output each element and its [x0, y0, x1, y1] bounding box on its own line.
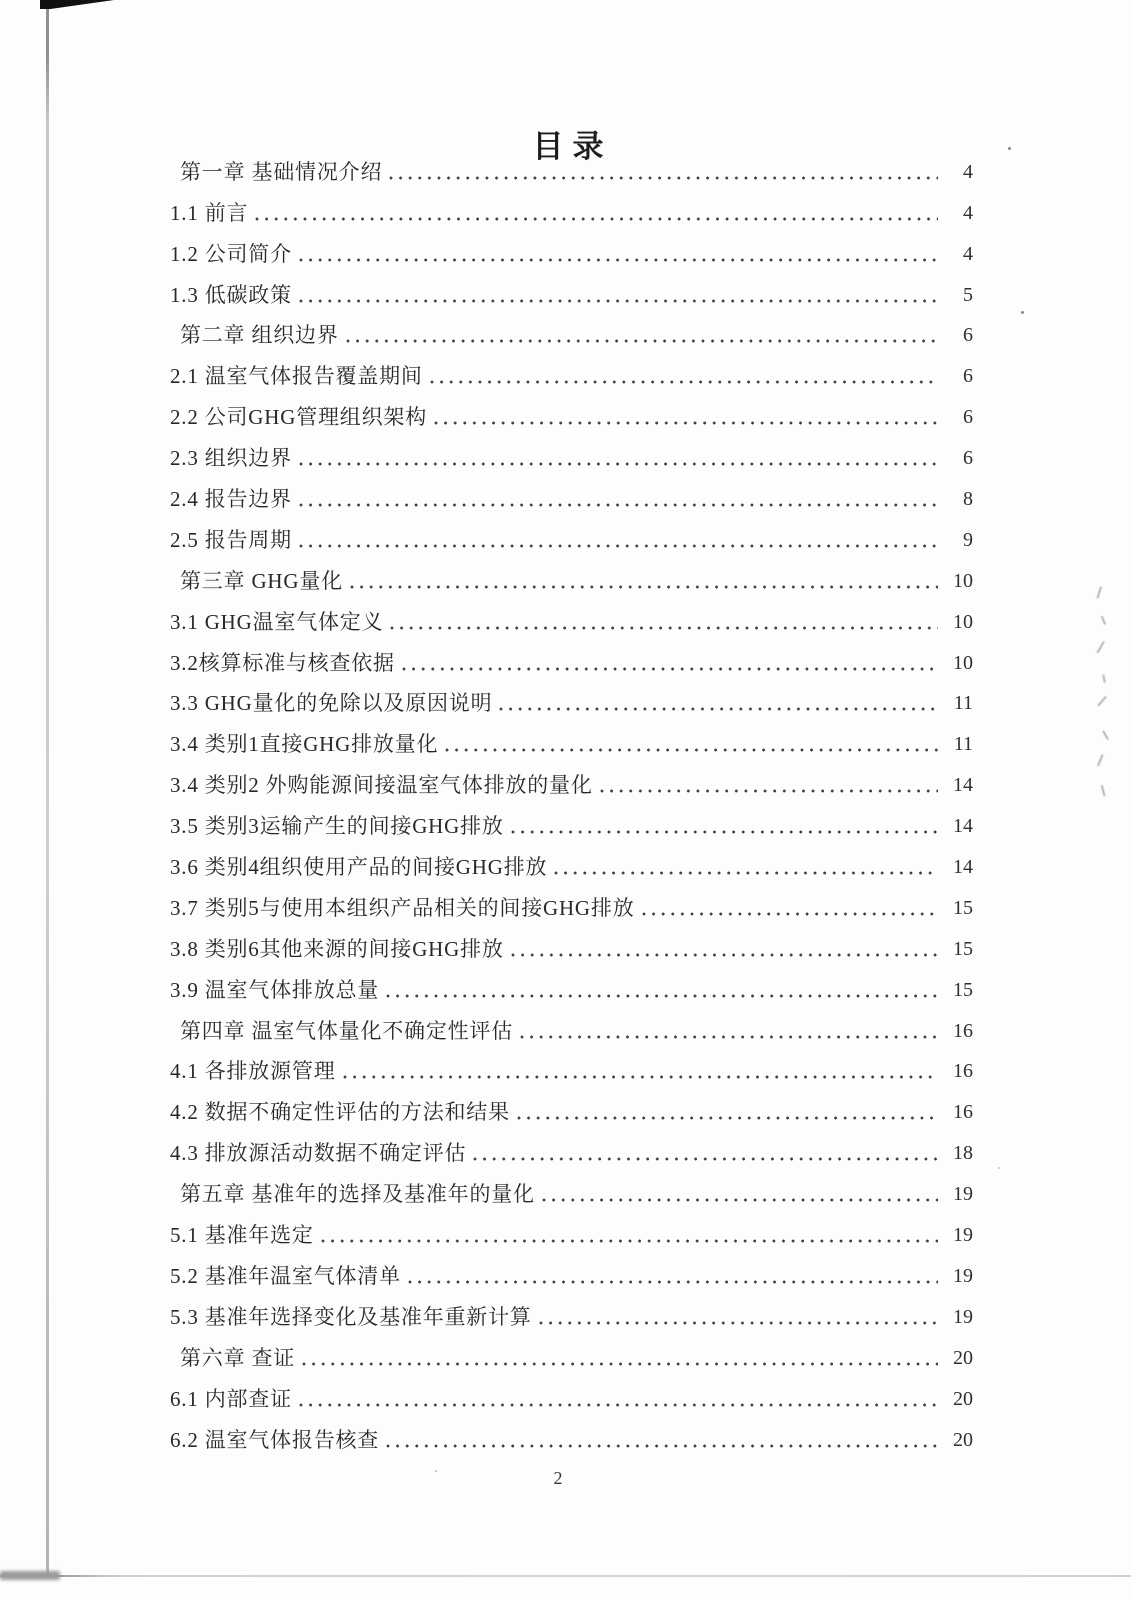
scan-smudge-column: [1098, 588, 1120, 808]
scan-corner-mark: [40, 0, 114, 9]
toc-entry: [170, 273, 973, 314]
toc-leader-dots: [299, 258, 938, 262]
scan-bottom-blob: [0, 1571, 60, 1580]
toc-entry-label: 4.3 排放源活动数据不确定评估: [170, 1141, 467, 1166]
toc-entry: [170, 314, 973, 355]
toc-entry-label: 2.1 温室气体报告覆盖期间: [170, 364, 423, 389]
toc-entry: [170, 641, 973, 682]
toc-entry: [170, 600, 973, 641]
toc-leader-dots: [346, 339, 938, 343]
toc-entry: [170, 518, 973, 559]
toc-entry-label: 第三章 GHG量化: [180, 568, 343, 593]
toc-entry: [170, 559, 973, 600]
toc-entry: [170, 1295, 973, 1336]
toc-leader-dots: [445, 748, 938, 752]
toc-entry: [170, 804, 973, 845]
toc-entry-label: 6.2 温室气体报告核查: [170, 1427, 380, 1452]
toc-entry-page: 15: [953, 937, 973, 960]
toc-entry-page: 16: [953, 1019, 973, 1042]
toc-leader-dots: [299, 299, 938, 303]
toc-entry-page: 19: [953, 1264, 973, 1287]
toc-entry-page: 10: [953, 651, 973, 674]
toc-entry-label: 3.8 类别6其他来源的间接GHG排放: [170, 936, 504, 961]
toc-entry-label: 3.6 类别4组织使用产品的间接GHG排放: [170, 855, 548, 880]
toc-entry: [170, 191, 973, 232]
toc-entry: [170, 395, 973, 436]
toc-leader-dots: [302, 1362, 938, 1366]
toc-leader-dots: [554, 871, 938, 875]
toc-entry-label: 2.2 公司GHG管理组织架构: [170, 405, 427, 430]
toc-entry: [170, 436, 973, 477]
toc-leader-dots: [520, 1035, 938, 1039]
toc-entry-page: 14: [953, 774, 973, 797]
toc-entry-page: 4: [963, 201, 973, 224]
toc-leader-dots: [511, 830, 938, 834]
toc-entry-page: 6: [963, 447, 973, 470]
toc-leader-dots: [408, 1280, 938, 1284]
toc-entry-page: 11: [953, 692, 973, 715]
toc-entry: [170, 1213, 973, 1254]
toc-entry-page: 20: [953, 1387, 973, 1410]
toc-entry-page: 15: [953, 978, 973, 1001]
toc-entry-page: 8: [963, 488, 973, 511]
toc-entry: [170, 1336, 973, 1377]
toc-entry-page: 16: [953, 1101, 973, 1124]
toc-entry-page: 14: [953, 856, 973, 879]
toc-entry-label: 6.1 内部查证: [170, 1386, 292, 1411]
toc-entry-label: 5.1 基准年选定: [170, 1223, 314, 1248]
toc-entry: [170, 763, 973, 804]
toc-entry-label: 5.2 基准年温室气体清单: [170, 1263, 401, 1288]
toc-entry: [170, 1172, 973, 1213]
toc-leader-dots: [511, 953, 938, 957]
toc-entry: [170, 1377, 973, 1418]
toc-entry-label: 第二章 组织边界: [180, 323, 339, 348]
toc-list: [170, 150, 973, 1459]
toc-leader-dots: [299, 462, 938, 466]
scan-bottom-line: [0, 1575, 1131, 1577]
toc-entry-page: 20: [953, 1428, 973, 1451]
toc-entry: [170, 354, 973, 395]
toc-entry-page: 10: [953, 610, 973, 633]
toc-entry-page: 19: [953, 1224, 973, 1247]
toc-entry: [170, 886, 973, 927]
toc-leader-dots: [499, 707, 938, 711]
toc-entry: [170, 968, 973, 1009]
toc-entry-label: 3.1 GHG温室气体定义: [170, 609, 384, 634]
toc-leader-dots: [600, 789, 938, 793]
page-number-footer: 2: [553, 1468, 564, 1488]
toc-entry-page: 15: [953, 896, 973, 919]
toc-leader-dots: [642, 912, 939, 916]
toc-entry-page: 4: [963, 160, 973, 183]
toc-leader-dots: [343, 1075, 939, 1079]
toc-entry-label: 2.5 报告周期: [170, 527, 292, 552]
toc-leader-dots: [434, 421, 938, 425]
toc-entry-label: 2.3 组织边界: [170, 446, 292, 471]
toc-entry-label: 第四章 温室气体量化不确定性评估: [180, 1018, 514, 1043]
toc-leader-dots: [539, 1321, 938, 1325]
toc-entry-label: 3.5 类别3运输产生的间接GHG排放: [170, 814, 504, 839]
toc-entry: [170, 1009, 973, 1050]
toc-entry: [170, 682, 973, 723]
toc-leader-dots: [299, 503, 938, 507]
toc-leader-dots: [321, 1239, 938, 1243]
toc-entry-label: 1.3 低碳政策: [170, 282, 292, 307]
toc-leader-dots: [386, 994, 938, 998]
scan-speck: [998, 1167, 1000, 1169]
toc-entry-label: 3.7 类别5与使用本组织产品相关的间接GHG排放: [170, 895, 635, 920]
toc-entry-label: 2.4 报告边界: [170, 487, 292, 512]
toc-entry-page: 5: [963, 283, 973, 306]
toc-leader-dots: [350, 585, 938, 589]
toc-entry-page: 20: [953, 1346, 973, 1369]
toc-entry-label: 3.4 类别2 外购能源间接温室气体排放的量化: [170, 773, 593, 798]
toc-entry-label: 第一章 基础情况介绍: [180, 159, 383, 184]
toc-entry: [170, 1254, 973, 1295]
toc-entry-page: 4: [963, 242, 973, 265]
toc-entry-label: 3.2核算标准与核查依据: [170, 650, 395, 675]
toc-entry-page: 19: [953, 1305, 973, 1328]
scan-edge-line: [46, 0, 49, 1577]
toc-leader-dots: [430, 380, 938, 384]
toc-entry-label: 4.2 数据不确定性评估的方法和结果: [170, 1100, 510, 1125]
toc-leader-dots: [542, 1198, 938, 1202]
toc-entry-label: 4.1 各排放源管理: [170, 1059, 336, 1084]
toc-leader-dots: [255, 217, 938, 221]
toc-leader-dots: [299, 544, 938, 548]
toc-entry: [170, 1050, 973, 1091]
toc-leader-dots: [299, 1403, 938, 1407]
toc-entry-page: 16: [953, 1060, 973, 1083]
toc-entry-label: 第六章 查证: [180, 1345, 296, 1370]
toc-entry-page: 11: [953, 733, 973, 756]
toc-entry: [170, 722, 973, 763]
toc-entry-label: 5.3 基准年选择变化及基准年重新计算: [170, 1304, 532, 1329]
toc-leader-dots: [473, 1157, 938, 1161]
toc-entry-page: 9: [963, 528, 973, 551]
toc-entry: [170, 1090, 973, 1131]
toc-entry-label: 1.2 公司简介: [170, 241, 292, 266]
toc-entry-page: 10: [953, 569, 973, 592]
page-title: 目录: [532, 129, 613, 164]
toc-leader-dots: [386, 1444, 938, 1448]
toc-entry-page: 14: [953, 815, 973, 838]
toc-entry-page: 6: [963, 406, 973, 429]
toc-entry: [170, 150, 973, 191]
toc-entry: [170, 232, 973, 273]
toc-entry-page: 19: [953, 1183, 973, 1206]
toc-entry: [170, 1418, 973, 1459]
toc-entry: [170, 927, 973, 968]
toc-entry-label: 3.4 类别1直接GHG排放量化: [170, 732, 439, 757]
toc-entry-page: 6: [963, 365, 973, 388]
toc-entry-page: 6: [963, 324, 973, 347]
toc-entry: [170, 845, 973, 886]
toc-entry-label: 1.1 前言: [170, 200, 249, 225]
toc-leader-dots: [402, 667, 938, 671]
toc-entry: [170, 1131, 973, 1172]
toc-entry-page: 18: [953, 1142, 973, 1165]
toc-entry-label: 3.9 温室气体排放总量: [170, 977, 380, 1002]
toc-entry-label: 3.3 GHG量化的免除以及原因说明: [170, 691, 493, 716]
scan-speck: [1021, 311, 1024, 314]
toc-leader-dots: [390, 626, 938, 630]
toc-leader-dots: [517, 1116, 938, 1120]
toc-entry: [170, 477, 973, 518]
toc-entry-label: 第五章 基准年的选择及基准年的量化: [180, 1182, 535, 1207]
toc-leader-dots: [389, 176, 938, 180]
